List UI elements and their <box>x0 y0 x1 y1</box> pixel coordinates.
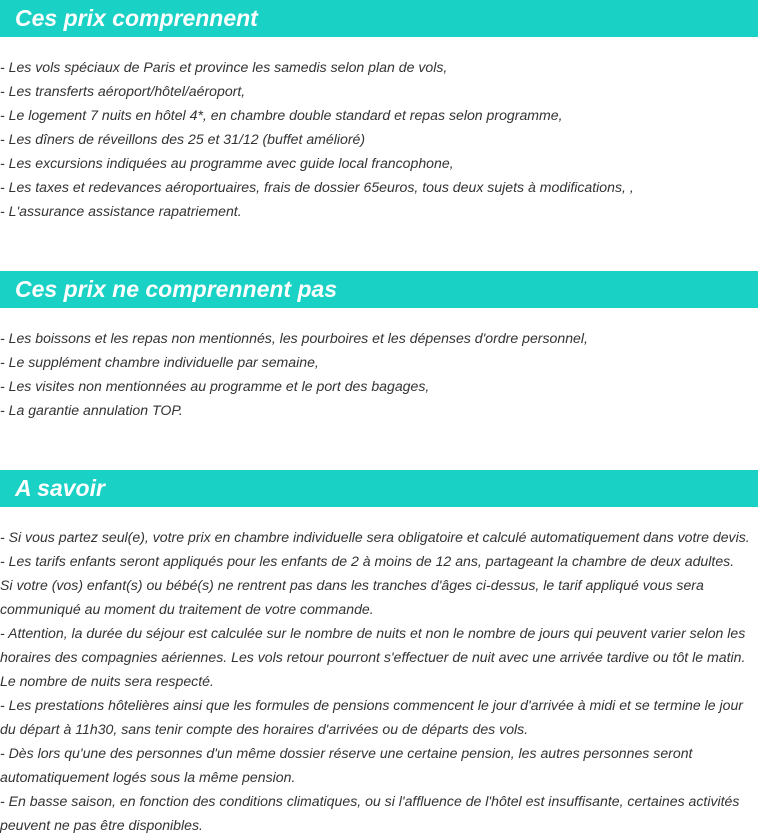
text-line: Le nombre de nuits sera respecté. <box>0 673 214 689</box>
list-item: - Le supplément chambre individuelle par semaine, <box>0 354 319 370</box>
section-a-savoir-header: A savoir <box>0 470 758 507</box>
included-list <box>0 55 758 223</box>
text-line: - Les prestations hôtelières ainsi que les formules de pensions commencent le jour d'arrivée à midi et se termine le jour <box>0 697 743 713</box>
text-line: communiqué au moment du traitement de votre commande. <box>0 601 374 617</box>
list-item: - Les taxes et redevances aéroportuaires, frais de dossier 65euros, tous deux sujets à modifications, , <box>0 179 634 195</box>
text-line: Si votre (vos) enfant(s) ou bébé(s) ne rentrent pas dans les tranches d'âges ci-dessus, le tarif appliqué vous sera <box>0 577 704 593</box>
text-line: - Si vous partez seul(e), votre prix en chambre individuelle sera obligatoire et calculé automatiquement dans votre devis. <box>0 529 750 545</box>
text-line: - En basse saison, en fonction des conditions climatiques, ou si l'affluence de l'hôtel est insuffisante, certaines activités <box>0 793 740 809</box>
section-not-included-header: Ces prix ne comprennent pas <box>0 271 758 308</box>
section-included-header: Ces prix comprennent <box>0 0 758 37</box>
list-item: - Les transferts aéroport/hôtel/aéroport, <box>0 83 246 99</box>
list-item: - Les excursions indiquées au programme avec guide local francophone, <box>0 155 454 171</box>
not-included-list <box>0 326 758 422</box>
list-item: - Le logement 7 nuits en hôtel 4*, en chambre double standard et repas selon programme, <box>0 107 563 123</box>
text-line: horaires des compagnies aériennes. Les vols retour pourront s'effectuer de nuit avec une arrivée tardive ou tôt le matin. <box>0 649 746 665</box>
text-line: - Attention, la durée du séjour est calculée sur le nombre de nuits et non le nombre de jours qui peuvent varier selon les <box>0 625 746 641</box>
section-a-savoir <box>0 470 758 837</box>
text-line: du départ à 11h30, sans tenir compte des horaires d'arrivées ou de départs des vols. <box>0 721 529 737</box>
list-item: - L'assurance assistance rapatriement. <box>0 203 242 219</box>
text-line: - Dès lors qu'une des personnes d'un même dossier réserve une certaine pension, les autres personnes seront <box>0 745 693 761</box>
list-item: - Les visites non mentionnées au programme et le port des bagages, <box>0 378 430 394</box>
text-line: automatiquement logés sous la même pension. <box>0 769 296 785</box>
section-not-included <box>0 271 758 422</box>
list-item: - Les dîners de réveillons des 25 et 31/12 (buffet amélioré) <box>0 131 366 147</box>
list-item: - La garantie annulation TOP. <box>0 402 183 418</box>
list-item: - Les boissons et les repas non mentionnés, les pourboires et les dépenses d'ordre personnel, <box>0 330 588 346</box>
text-line: - Les tarifs enfants seront appliqués pour les enfants de 2 à moins de 12 ans, partageant la chambre de deux adultes. <box>0 553 735 569</box>
text-line: peuvent ne pas être disponibles. <box>0 817 203 833</box>
a-savoir-text <box>0 525 758 837</box>
section-included <box>0 0 758 223</box>
list-item: - Les vols spéciaux de Paris et province les samedis selon plan de vols, <box>0 59 448 75</box>
